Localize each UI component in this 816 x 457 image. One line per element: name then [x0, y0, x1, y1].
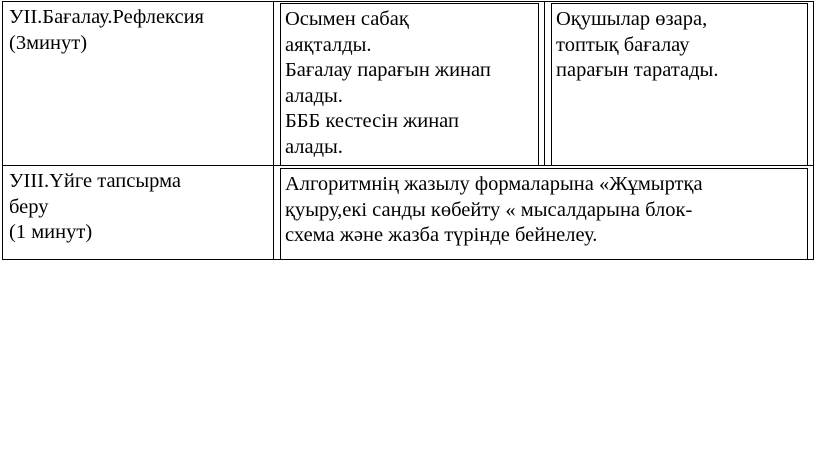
teacher-activity-cell	[274, 2, 545, 166]
stage-cell	[3, 166, 274, 260]
stage-text: УІІ.Бағалау.Рефлексия (3минут)	[9, 6, 204, 54]
teacher-activity-text: Осымен сабақ аяқталды. Бағалау парағын жинап алады. БББ кестесін жинап алады.	[280, 3, 539, 165]
table-row	[3, 166, 814, 260]
student-activity-cell	[545, 2, 814, 166]
lesson-plan-table	[2, 1, 814, 260]
homework-task-text: Алгоритмнің жазылу формаларына «Жұмыртқа қуыру,екі санды көбейту « мысалдарына блок- схема және жазба түрінде бейнелеу.	[280, 168, 808, 259]
student-activity-text: Оқушылар өзара, топтық бағалау парағын таратады.	[551, 3, 808, 165]
stage-text: УІІІ.Үйге тапсырма беру (1 минут)	[9, 170, 182, 243]
stage-cell	[3, 2, 274, 166]
homework-task-cell	[274, 166, 814, 260]
table-row	[3, 2, 814, 166]
